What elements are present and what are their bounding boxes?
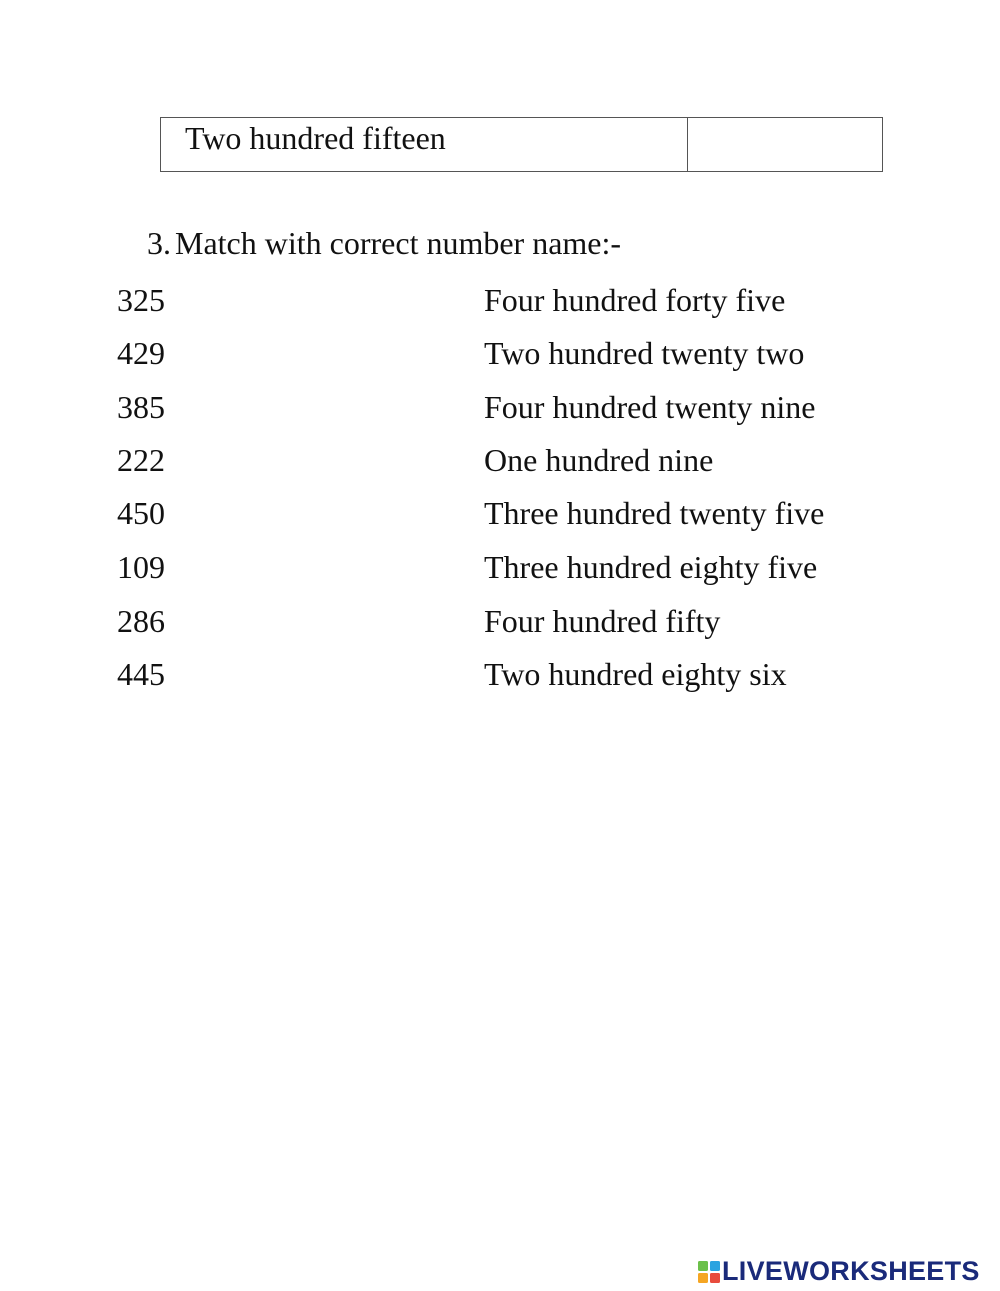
match-name[interactable]: Four hundred forty five [484, 282, 786, 318]
match-name[interactable]: Two hundred twenty two [484, 335, 805, 371]
question-number: 3. [147, 225, 171, 261]
match-number[interactable]: 450 [117, 495, 165, 531]
liveworksheets-logo-icon [698, 1261, 720, 1283]
match-number[interactable]: 109 [117, 549, 165, 585]
match-number[interactable]: 222 [117, 442, 165, 478]
match-row [0, 282, 1000, 322]
match-number[interactable]: 325 [117, 282, 165, 318]
top-table-row [161, 118, 883, 172]
match-row [0, 495, 1000, 535]
match-row [0, 335, 1000, 375]
match-name[interactable]: Four hundred fifty [484, 603, 721, 639]
match-number[interactable]: 429 [117, 335, 165, 371]
match-row [0, 603, 1000, 643]
number-name-cell: Two hundred fifteen [161, 118, 688, 172]
top-table [160, 117, 883, 172]
match-number[interactable]: 385 [117, 389, 165, 425]
match-row [0, 389, 1000, 429]
logo-text: LIVEWORKSHEETS [722, 1256, 980, 1286]
match-name[interactable]: Two hundred eighty six [484, 656, 787, 692]
question-text: Match with correct number name:- [175, 225, 622, 261]
match-name[interactable]: Four hundred twenty nine [484, 389, 816, 425]
match-name[interactable]: Three hundred twenty five [484, 495, 825, 531]
answer-box[interactable] [688, 118, 883, 172]
match-name[interactable]: One hundred nine [484, 442, 714, 478]
question-heading [147, 225, 621, 262]
match-row [0, 656, 1000, 696]
match-row [0, 549, 1000, 589]
match-number[interactable]: 286 [117, 603, 165, 639]
match-number[interactable]: 445 [117, 656, 165, 692]
match-row [0, 442, 1000, 482]
match-name[interactable]: Three hundred eighty five [484, 549, 818, 585]
liveworksheets-logo [698, 1256, 980, 1287]
